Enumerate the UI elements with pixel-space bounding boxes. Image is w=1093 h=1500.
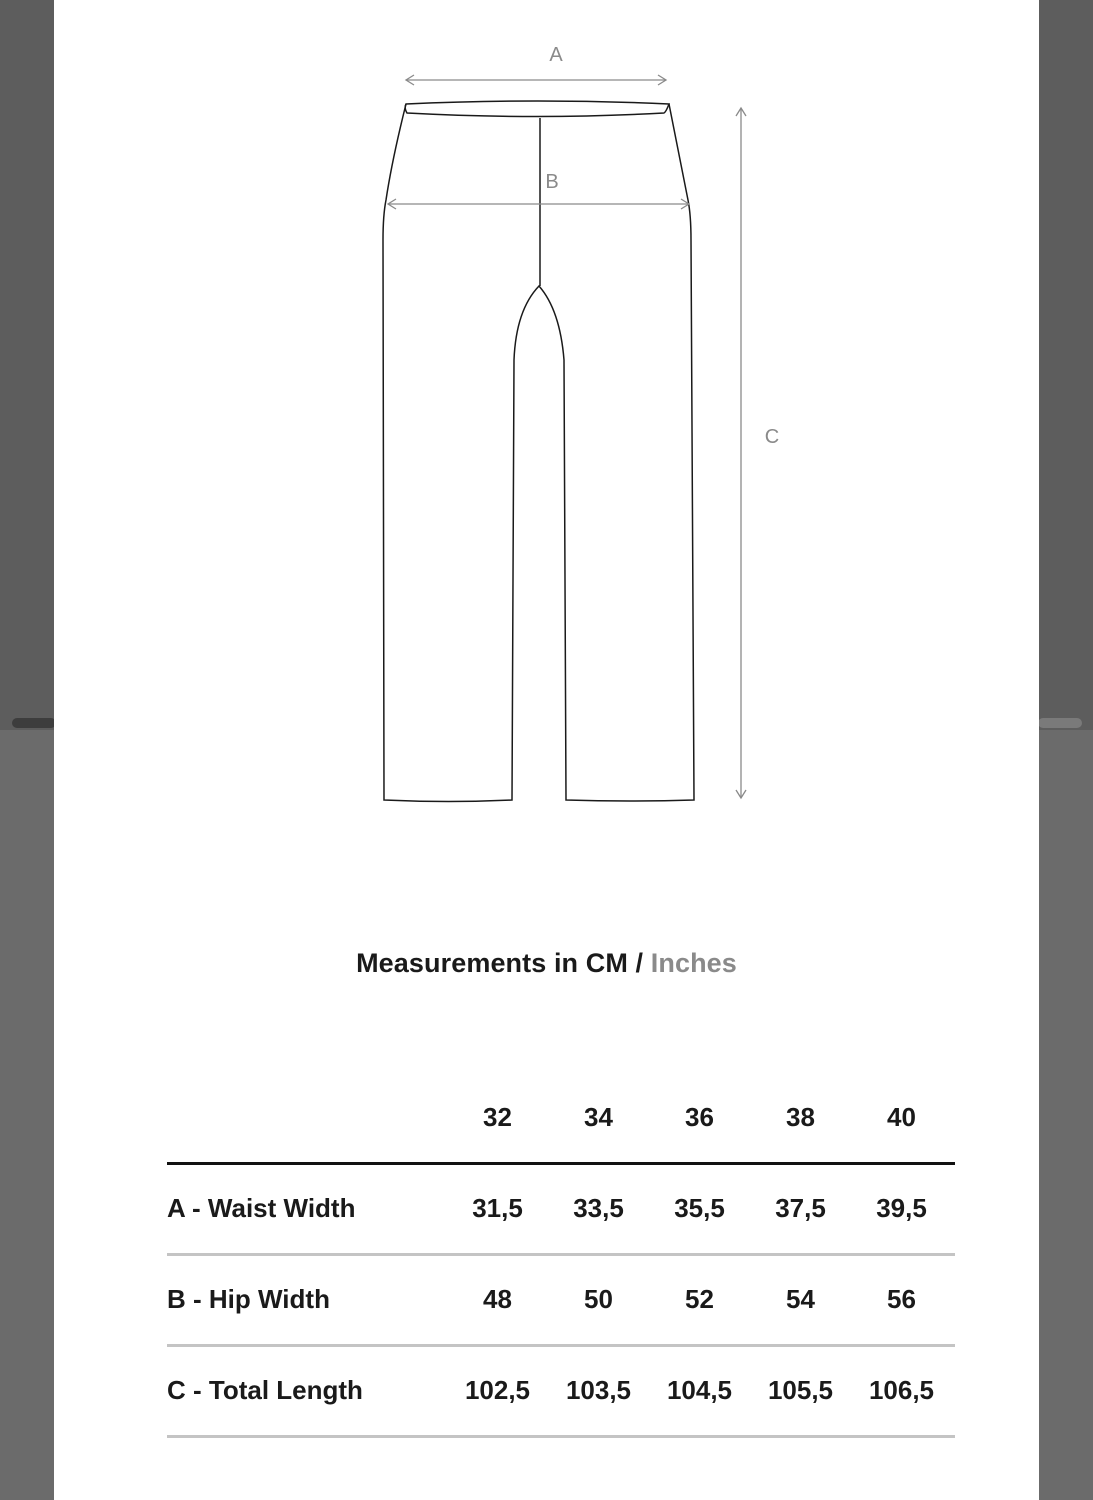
table-cell: 39,5 — [876, 1193, 927, 1223]
table-row-hip-width — [167, 1256, 955, 1347]
sheet-drag-handle-right[interactable] — [1038, 718, 1082, 728]
size-header-cell: 40 — [887, 1102, 916, 1132]
table-cell: 33,5 — [573, 1193, 624, 1223]
row-label: A - Waist Width — [167, 1193, 356, 1223]
table-cell: 50 — [584, 1284, 613, 1314]
table-cell: 35,5 — [674, 1193, 725, 1223]
table-cell: 102,5 — [464, 1375, 531, 1405]
unit-cm-label[interactable]: Measurements in CM — [356, 948, 628, 978]
pants-measurement-diagram — [54, 0, 1039, 830]
table-cell: 52 — [685, 1284, 714, 1314]
table-cell: 105,5 — [767, 1375, 834, 1405]
table-cell: 103,5 — [565, 1375, 632, 1405]
table-cell: 56 — [887, 1284, 916, 1314]
table-cell: 104,5 — [666, 1375, 733, 1405]
table-cell: 31,5 — [472, 1193, 523, 1223]
row-label: C - Total Length — [167, 1375, 363, 1405]
table-cell: 37,5 — [775, 1193, 826, 1223]
pants-outline — [383, 101, 694, 802]
measurement-unit-title — [54, 948, 1039, 979]
size-table — [167, 1094, 955, 1438]
table-row-waist-width — [167, 1165, 955, 1256]
unit-inches-toggle[interactable]: Inches — [650, 948, 737, 978]
table-row-total-length — [167, 1347, 955, 1438]
waistband-shape — [405, 101, 669, 117]
size-header-row — [167, 1094, 955, 1165]
size-header-cell: 36 — [685, 1102, 714, 1132]
size-header-cell: 38 — [786, 1102, 815, 1132]
table-cell: 54 — [786, 1284, 815, 1314]
label-c: C — [764, 426, 780, 448]
row-label: B - Hip Width — [167, 1284, 330, 1314]
size-header-cell: 34 — [584, 1102, 613, 1132]
table-cell: 106,5 — [868, 1375, 935, 1405]
unit-separator: / — [627, 948, 651, 978]
label-b: B — [545, 171, 559, 193]
size-header-cell: 32 — [483, 1102, 512, 1132]
sheet-drag-handle-left[interactable] — [12, 718, 56, 728]
label-a: A — [549, 44, 563, 66]
table-cell: 48 — [483, 1284, 512, 1314]
size-guide-sheet — [54, 0, 1039, 1500]
leg-outline — [383, 104, 694, 802]
